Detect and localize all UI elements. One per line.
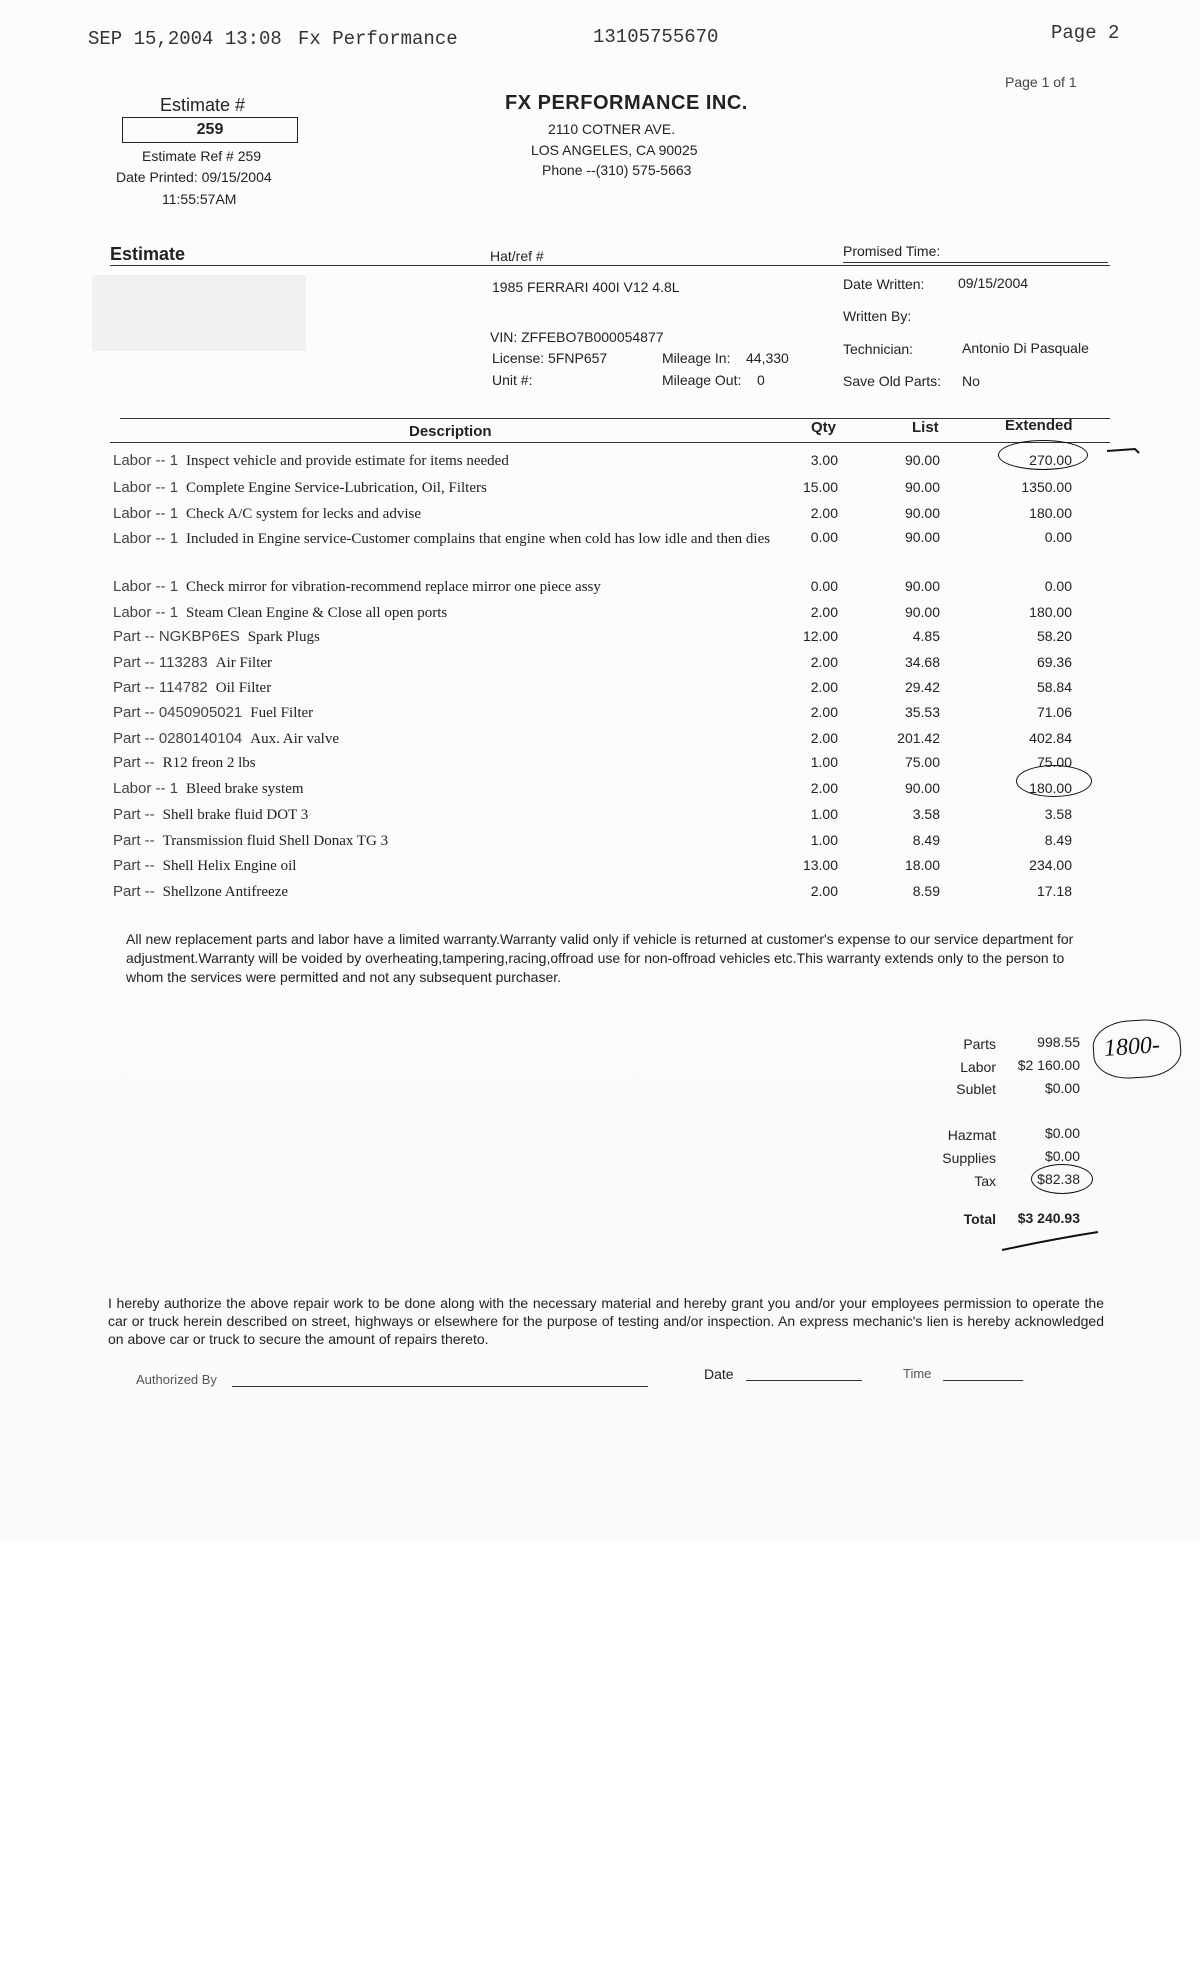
row-qty: 3.00 — [810, 452, 838, 468]
estimate-ref: Estimate Ref # 259 — [142, 148, 262, 164]
row-extended: 180.00 — [1029, 505, 1072, 521]
save-old-parts: No — [962, 373, 980, 389]
row-text: Included in Engine service-Customer complains that engine when cold has low idle and then dies — [186, 531, 771, 547]
labor-label: Labor — [960, 1059, 996, 1075]
row-list-price: 18.00 — [904, 857, 940, 873]
row-qty: 2.00 — [810, 780, 838, 796]
date-line — [746, 1380, 862, 1381]
tax-label: Tax — [974, 1173, 996, 1189]
total-label: Total — [963, 1211, 996, 1227]
row-description — [113, 806, 773, 824]
row-list-price: 3.58 — [912, 806, 940, 822]
row-text: Aux. Air valve — [250, 731, 339, 747]
row-text: Shell Helix Engine oil — [162, 858, 297, 874]
row-extended: 3.58 — [1044, 806, 1072, 822]
row-description — [113, 883, 773, 901]
header-list: List — [912, 419, 939, 436]
row-extended: 8.49 — [1044, 832, 1072, 848]
row-list-price: 35.53 — [904, 704, 940, 720]
sublet-label: Sublet — [956, 1081, 996, 1097]
company-phone: Phone --(310) 575-5663 — [542, 162, 692, 178]
vehicle-description: 1985 FERRARI 400I V12 4.8L — [492, 279, 680, 295]
tax-total: $82.38 — [1037, 1171, 1080, 1187]
row-list-price: 90.00 — [904, 578, 940, 594]
row-extended: 270.00 — [1029, 452, 1072, 468]
row-type-label: Labor -- 1 — [113, 479, 179, 496]
row-type-label: Part -- 114782 — [113, 679, 208, 696]
row-type-label: Labor -- 1 — [113, 604, 179, 621]
row-qty: 2.00 — [810, 604, 838, 620]
row-list-price: 90.00 — [904, 780, 940, 796]
circle-mark — [1016, 765, 1092, 797]
row-text: Steam Clean Engine & Close all open ports — [186, 605, 448, 621]
table-top-rule — [120, 418, 1110, 419]
row-qty: 1.00 — [810, 806, 838, 822]
row-type-label: Labor -- 1 — [113, 505, 179, 522]
row-list-price: 201.42 — [897, 730, 940, 746]
pen-underline-mark — [1000, 1226, 1104, 1256]
supplies-total: $0.00 — [1044, 1148, 1080, 1164]
row-qty: 1.00 — [810, 754, 838, 770]
row-text: Complete Engine Service-Lubrication, Oil, Filters — [186, 480, 487, 496]
row-extended: 0.00 — [1044, 529, 1072, 545]
row-list-price: 90.00 — [904, 505, 940, 521]
row-extended: 180.00 — [1029, 604, 1072, 620]
row-description — [113, 857, 773, 875]
authorization-text: I hereby authorize the above repair work to be done along with the necessary material and hereby grant you and/or your employees permission to operate the car or truck herein described on street, highways or elsewhere for the purpose of testing and/or inspection. An express mechanic's lien is hereby acknowledged on above car or truck to secure the amount of repairs thereto. — [108, 1295, 1104, 1347]
row-type-label: Labor -- 1 — [113, 578, 179, 595]
time-line — [943, 1380, 1023, 1381]
row-list-price: 90.00 — [904, 529, 940, 545]
circle-mark — [1031, 1164, 1093, 1194]
row-list-price: 75.00 — [904, 754, 940, 770]
hazmat-label: Hazmat — [947, 1127, 996, 1143]
date-written: 09/15/2004 — [958, 275, 1029, 291]
date-written-label: Date Written: — [843, 276, 925, 292]
row-text: Bleed brake system — [186, 781, 304, 797]
row-text: Shell brake fluid DOT 3 — [162, 807, 309, 823]
labor-total: $2 160.00 — [1017, 1057, 1080, 1073]
save-old-parts-label: Save Old Parts: — [843, 373, 942, 389]
row-list-price: 90.00 — [904, 452, 940, 468]
row-description — [113, 730, 773, 748]
row-list-price: 8.59 — [912, 883, 940, 899]
fax-phone: 13105755670 — [593, 26, 719, 48]
supplies-label: Supplies — [942, 1150, 996, 1166]
row-description — [113, 604, 773, 622]
row-text: Air Filter — [215, 655, 273, 671]
authorized-by-label: Authorized By — [136, 1372, 217, 1387]
warranty-text: All new replacement parts and labor have a limited warranty.Warranty valid only if vehicle is returned at customer's expense to our service department for adjustment.Warranty will be voided by overheating,tampering,racing,offroad use for non-offroad vehicles etc.This warranty extends only to the person to whom the services were permitted and not any subsequent purchaser. — [126, 931, 1074, 985]
row-qty: 0.00 — [810, 578, 838, 594]
row-type-label: Labor -- 1 — [113, 452, 179, 469]
row-type-label: Part -- — [113, 857, 155, 874]
estimate-label: Estimate # — [160, 95, 246, 115]
row-extended: 75.00 — [1036, 754, 1072, 770]
row-description — [113, 628, 773, 646]
row-qty: 2.00 — [810, 730, 838, 746]
row-description — [113, 578, 773, 596]
fax-page: Page 2 — [1051, 22, 1120, 44]
row-list-price: 90.00 — [904, 479, 940, 495]
row-qty: 2.00 — [810, 654, 838, 670]
row-extended: 1350.00 — [1021, 479, 1072, 495]
promised-time: Promised Time: — [843, 243, 941, 259]
row-type-label: Part -- 113283 — [113, 654, 208, 671]
page-of: Page 1 of 1 — [1005, 74, 1077, 90]
row-extended: 17.18 — [1036, 883, 1072, 899]
technician: Antonio Di Pasquale — [962, 340, 1089, 356]
header-extended: Extended — [1005, 417, 1073, 434]
circle-mark — [998, 440, 1088, 470]
row-description — [113, 654, 773, 672]
row-text: R12 freon 2 lbs — [162, 755, 256, 771]
redacted-customer-block — [92, 275, 306, 351]
sublet-total: $0.00 — [1044, 1080, 1080, 1096]
row-type-label: Part -- — [113, 832, 155, 849]
estimate-number-box: 259 — [122, 117, 298, 143]
row-qty: 1.00 — [810, 832, 838, 848]
row-type-label: Part -- 0280140104 — [113, 730, 243, 747]
row-extended: 58.84 — [1036, 679, 1072, 695]
row-type-label: Part -- — [113, 754, 155, 771]
row-qty: 2.00 — [810, 883, 838, 899]
row-text: Inspect vehicle and provide estimate for items needed — [186, 453, 509, 469]
license: License: 5FNP657 — [492, 350, 608, 366]
row-description — [113, 505, 773, 523]
row-extended: 71.06 — [1036, 704, 1072, 720]
row-text: Check A/C system for lecks and advise — [186, 506, 422, 522]
row-type-label: Part -- NGKBP6ES — [113, 628, 240, 645]
row-text: Check mirror for vibration-recommend replace mirror one piece assy — [186, 579, 601, 595]
row-qty: 15.00 — [802, 479, 838, 495]
promised-time-line — [843, 262, 1108, 263]
unit-number: Unit #: — [492, 372, 533, 388]
handwritten-note: 1800- — [1103, 1032, 1161, 1062]
fax-datetime: SEP 15,2004 13:08 — [88, 28, 282, 50]
written-by: Written By: — [843, 308, 912, 324]
parts-label: Parts — [963, 1036, 996, 1052]
row-extended: 58.20 — [1036, 628, 1072, 644]
row-qty: 13.00 — [802, 857, 838, 873]
row-text: Fuel Filter — [250, 705, 314, 721]
date-printed: Date Printed: 09/15/2004 — [116, 169, 272, 185]
vin: VIN: ZFFEBO7B000054877 — [490, 329, 664, 345]
row-type-label: Labor -- 1 — [113, 530, 179, 547]
row-type-label: Part -- — [113, 883, 155, 900]
row-list-price: 90.00 — [904, 604, 940, 620]
mileage-out-label: Mileage Out: — [662, 372, 742, 388]
row-list-price: 29.42 — [904, 679, 940, 695]
row-qty: 2.00 — [810, 505, 838, 521]
section-divider — [110, 265, 1110, 266]
company-name: FX PERFORMANCE INC. — [505, 92, 748, 114]
parts-total: 998.55 — [1037, 1034, 1080, 1050]
row-description — [113, 679, 773, 697]
row-qty: 12.00 — [802, 628, 838, 644]
row-extended: 69.36 — [1036, 654, 1072, 670]
technician-label: Technician: — [843, 341, 914, 357]
row-extended: 0.00 — [1044, 578, 1072, 594]
row-description — [113, 479, 773, 497]
mileage-in-label: Mileage In: — [662, 350, 731, 366]
mileage-in: 44,330 — [746, 350, 789, 366]
row-description — [113, 452, 773, 470]
row-description — [113, 529, 773, 549]
row-text: Transmission fluid Shell Donax TG 3 — [162, 833, 389, 849]
company-address2: LOS ANGELES, CA 90025 — [531, 142, 698, 158]
header-description: Description — [409, 423, 492, 440]
row-text: Shellzone Antifreeze — [162, 884, 289, 900]
row-type-label: Part -- 0450905021 — [113, 704, 243, 721]
grand-total: $3 240.93 — [1017, 1210, 1080, 1226]
row-list-price: 4.85 — [912, 628, 940, 644]
fax-sender: Fx Performance — [298, 28, 458, 50]
row-list-price: 8.49 — [912, 832, 940, 848]
row-description — [113, 832, 773, 850]
date-label: Date — [704, 1366, 734, 1382]
row-extended: 234.00 — [1029, 857, 1072, 873]
row-type-label: Part -- — [113, 806, 155, 823]
header-qty: Qty — [811, 419, 837, 436]
time-label: Time — [903, 1366, 932, 1381]
section-title: Estimate — [110, 244, 186, 264]
row-qty: 0.00 — [810, 529, 838, 545]
row-type-label: Labor -- 1 — [113, 780, 179, 797]
hazmat-total: $0.00 — [1044, 1125, 1080, 1141]
row-list-price: 34.68 — [904, 654, 940, 670]
table-header-rule — [110, 442, 1110, 443]
row-description — [113, 780, 773, 798]
row-text: Spark Plugs — [247, 629, 320, 645]
company-address1: 2110 COTNER AVE. — [548, 121, 676, 137]
hat-ref-label: Hat/ref # — [490, 248, 544, 264]
time-printed: 11:55:57AM — [162, 191, 237, 207]
mileage-out: 0 — [757, 372, 765, 388]
row-qty: 2.00 — [810, 704, 838, 720]
pen-dash-mark — [1105, 445, 1141, 459]
row-description — [113, 704, 773, 722]
row-description — [113, 754, 773, 772]
row-text: Oil Filter — [215, 680, 272, 696]
row-qty: 2.00 — [810, 679, 838, 695]
row-extended: 402.84 — [1029, 730, 1072, 746]
signature-line — [232, 1386, 648, 1387]
row-extended: 180.00 — [1029, 780, 1072, 796]
